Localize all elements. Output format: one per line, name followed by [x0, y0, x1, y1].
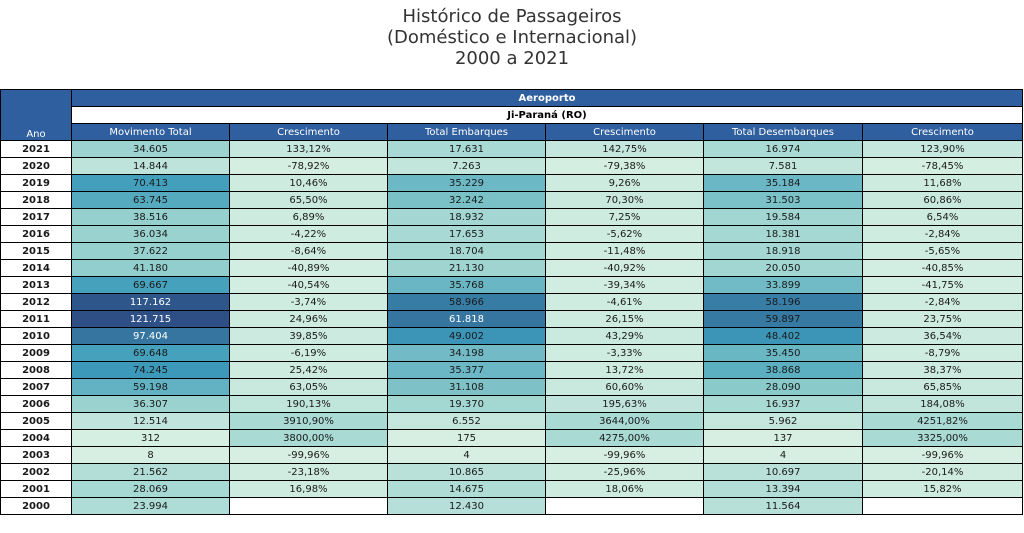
- cell-total-embarques: 4: [388, 447, 546, 464]
- cell-crescimento-desembarques: 3325,00%: [863, 430, 1023, 447]
- cell-total-embarques: 49.002: [388, 328, 546, 345]
- cell-crescimento-embarques: -5,62%: [546, 226, 704, 243]
- cell-total-desembarques: 11.564: [704, 498, 863, 515]
- table-row: [1, 379, 1023, 396]
- cell-crescimento-desembarques: 36,54%: [863, 328, 1023, 345]
- cell-total-embarques: 35.229: [388, 175, 546, 192]
- cell-crescimento-total: 6,89%: [230, 209, 388, 226]
- cell-crescimento-desembarques: -41,75%: [863, 277, 1023, 294]
- cell-crescimento-total: 190,13%: [230, 396, 388, 413]
- cell-total-desembarques: 35.450: [704, 345, 863, 362]
- cell-crescimento-total: -4,22%: [230, 226, 388, 243]
- cell-total-embarques: 17.631: [388, 141, 546, 158]
- cell-crescimento-total: 3800,00%: [230, 430, 388, 447]
- cell-crescimento-embarques: -11,48%: [546, 243, 704, 260]
- passenger-history-table: [0, 89, 1023, 515]
- cell-total-desembarques: 16.974: [704, 141, 863, 158]
- cell-crescimento-embarques: 70,30%: [546, 192, 704, 209]
- cell-total-embarques: 19.370: [388, 396, 546, 413]
- table-row: [1, 294, 1023, 311]
- cell-crescimento-desembarques: 123,90%: [863, 141, 1023, 158]
- cell-crescimento-embarques: -39,34%: [546, 277, 704, 294]
- cell-crescimento-embarques: -79,38%: [546, 158, 704, 175]
- cell-movimento-total: 12.514: [72, 413, 230, 430]
- header-crescimento-embarques: Crescimento: [546, 124, 704, 141]
- cell-total-desembarques: 31.503: [704, 192, 863, 209]
- cell-ano: 2020: [1, 158, 72, 175]
- table-row: [1, 175, 1023, 192]
- cell-ano: 2013: [1, 277, 72, 294]
- cell-ano: 2012: [1, 294, 72, 311]
- cell-crescimento-total: 63,05%: [230, 379, 388, 396]
- cell-movimento-total: 21.562: [72, 464, 230, 481]
- cell-crescimento-total: 24,96%: [230, 311, 388, 328]
- cell-total-desembarques: 18.918: [704, 243, 863, 260]
- cell-movimento-total: 38.516: [72, 209, 230, 226]
- table-row: [1, 413, 1023, 430]
- cell-movimento-total: 36.034: [72, 226, 230, 243]
- cell-total-desembarques: 59.897: [704, 311, 863, 328]
- cell-total-desembarques: 28.090: [704, 379, 863, 396]
- cell-crescimento-embarques: -99,96%: [546, 447, 704, 464]
- cell-total-embarques: 17.653: [388, 226, 546, 243]
- table-row: [1, 498, 1023, 515]
- table-row: [1, 311, 1023, 328]
- cell-ano: 2018: [1, 192, 72, 209]
- cell-crescimento-total: -40,54%: [230, 277, 388, 294]
- cell-total-desembarques: 7.581: [704, 158, 863, 175]
- table-row: [1, 328, 1023, 345]
- cell-ano: 2001: [1, 481, 72, 498]
- cell-total-desembarques: 38.868: [704, 362, 863, 379]
- table-row: [1, 158, 1023, 175]
- cell-crescimento-total: -99,96%: [230, 447, 388, 464]
- cell-crescimento-desembarques: -2,84%: [863, 226, 1023, 243]
- cell-crescimento-desembarques: -40,85%: [863, 260, 1023, 277]
- cell-ano: 2009: [1, 345, 72, 362]
- cell-total-embarques: 32.242: [388, 192, 546, 209]
- cell-crescimento-desembarques: -78,45%: [863, 158, 1023, 175]
- header-crescimento-total: Crescimento: [230, 124, 388, 141]
- cell-total-desembarques: 35.184: [704, 175, 863, 192]
- table-row: [1, 277, 1023, 294]
- cell-movimento-total: 36.307: [72, 396, 230, 413]
- cell-movimento-total: 97.404: [72, 328, 230, 345]
- table-row: [1, 345, 1023, 362]
- cell-crescimento-total: 16,98%: [230, 481, 388, 498]
- cell-crescimento-embarques: 4275,00%: [546, 430, 704, 447]
- header-airport-name: Ji-Paraná (RO): [72, 107, 1023, 124]
- cell-total-desembarques: 137: [704, 430, 863, 447]
- cell-crescimento-desembarques: [863, 498, 1023, 515]
- cell-crescimento-embarques: 142,75%: [546, 141, 704, 158]
- cell-ano: 2008: [1, 362, 72, 379]
- cell-crescimento-total: -3,74%: [230, 294, 388, 311]
- cell-total-desembarques: 33.899: [704, 277, 863, 294]
- table-row: [1, 464, 1023, 481]
- header-aeroporto: Aeroporto: [72, 90, 1023, 107]
- cell-crescimento-embarques: [546, 498, 704, 515]
- cell-crescimento-total: -6,19%: [230, 345, 388, 362]
- cell-total-embarques: 10.865: [388, 464, 546, 481]
- title-line-2: (Doméstico e Internacional): [386, 27, 638, 48]
- cell-crescimento-total: -23,18%: [230, 464, 388, 481]
- cell-ano: 2014: [1, 260, 72, 277]
- table-row: [1, 447, 1023, 464]
- cell-movimento-total: 28.069: [72, 481, 230, 498]
- table-row: [1, 192, 1023, 209]
- cell-crescimento-embarques: 9,26%: [546, 175, 704, 192]
- header-movimento-total: Movimento Total: [72, 124, 230, 141]
- title-line-3: 2000 a 2021: [454, 48, 570, 69]
- cell-ano: 2011: [1, 311, 72, 328]
- cell-total-desembarques: 20.050: [704, 260, 863, 277]
- cell-total-embarques: 175: [388, 430, 546, 447]
- cell-crescimento-embarques: 13,72%: [546, 362, 704, 379]
- cell-crescimento-desembarques: 15,82%: [863, 481, 1023, 498]
- cell-ano: 2006: [1, 396, 72, 413]
- cell-ano: 2010: [1, 328, 72, 345]
- cell-crescimento-total: 3910,90%: [230, 413, 388, 430]
- cell-movimento-total: 8: [72, 447, 230, 464]
- cell-crescimento-desembarques: 184,08%: [863, 396, 1023, 413]
- cell-movimento-total: 59.198: [72, 379, 230, 396]
- cell-crescimento-embarques: 195,63%: [546, 396, 704, 413]
- cell-crescimento-embarques: 7,25%: [546, 209, 704, 226]
- cell-crescimento-total: 10,46%: [230, 175, 388, 192]
- cell-ano: 2000: [1, 498, 72, 515]
- cell-ano: 2003: [1, 447, 72, 464]
- cell-movimento-total: 63.745: [72, 192, 230, 209]
- cell-crescimento-total: -8,64%: [230, 243, 388, 260]
- cell-ano: 2016: [1, 226, 72, 243]
- cell-total-desembarques: 10.697: [704, 464, 863, 481]
- header-total-desembarques: Total Desembarques: [704, 124, 863, 141]
- cell-crescimento-desembarques: -20,14%: [863, 464, 1023, 481]
- cell-movimento-total: 23.994: [72, 498, 230, 515]
- cell-total-desembarques: 19.584: [704, 209, 863, 226]
- cell-movimento-total: 37.622: [72, 243, 230, 260]
- cell-total-desembarques: 4: [704, 447, 863, 464]
- cell-movimento-total: 14.844: [72, 158, 230, 175]
- cell-crescimento-desembarques: -2,84%: [863, 294, 1023, 311]
- cell-crescimento-desembarques: 6,54%: [863, 209, 1023, 226]
- table-row: [1, 243, 1023, 260]
- cell-crescimento-total: 65,50%: [230, 192, 388, 209]
- cell-crescimento-embarques: -40,92%: [546, 260, 704, 277]
- table-row: [1, 260, 1023, 277]
- cell-crescimento-embarques: -3,33%: [546, 345, 704, 362]
- cell-total-embarques: 34.198: [388, 345, 546, 362]
- cell-movimento-total: 312: [72, 430, 230, 447]
- table-body: [1, 141, 1023, 515]
- cell-total-embarques: 58.966: [388, 294, 546, 311]
- cell-crescimento-desembarques: -8,79%: [863, 345, 1023, 362]
- cell-total-desembarques: 13.394: [704, 481, 863, 498]
- cell-crescimento-embarques: -4,61%: [546, 294, 704, 311]
- table-row: [1, 141, 1023, 158]
- cell-ano: 2007: [1, 379, 72, 396]
- cell-crescimento-embarques: -25,96%: [546, 464, 704, 481]
- cell-ano: 2002: [1, 464, 72, 481]
- cell-crescimento-total: [230, 498, 388, 515]
- cell-ano: 2015: [1, 243, 72, 260]
- cell-ano: 2005: [1, 413, 72, 430]
- cell-total-embarques: 35.768: [388, 277, 546, 294]
- cell-crescimento-total: -78,92%: [230, 158, 388, 175]
- table-row: [1, 362, 1023, 379]
- chart-title: [0, 6, 1024, 69]
- cell-crescimento-desembarques: 11,68%: [863, 175, 1023, 192]
- cell-ano: 2004: [1, 430, 72, 447]
- cell-total-embarques: 61.818: [388, 311, 546, 328]
- cell-total-desembarques: 58.196: [704, 294, 863, 311]
- cell-crescimento-desembarques: 38,37%: [863, 362, 1023, 379]
- cell-movimento-total: 69.667: [72, 277, 230, 294]
- cell-crescimento-embarques: 18,06%: [546, 481, 704, 498]
- cell-movimento-total: 117.162: [72, 294, 230, 311]
- cell-movimento-total: 34.605: [72, 141, 230, 158]
- cell-total-embarques: 21.130: [388, 260, 546, 277]
- cell-crescimento-desembarques: 4251,82%: [863, 413, 1023, 430]
- title-line-1: Histórico de Passageiros: [402, 6, 622, 27]
- cell-total-embarques: 35.377: [388, 362, 546, 379]
- cell-total-desembarques: 5.962: [704, 413, 863, 430]
- cell-crescimento-embarques: 43,29%: [546, 328, 704, 345]
- header-crescimento-desembarques: Crescimento: [863, 124, 1023, 141]
- cell-movimento-total: 121.715: [72, 311, 230, 328]
- cell-movimento-total: 41.180: [72, 260, 230, 277]
- cell-crescimento-desembarques: 23,75%: [863, 311, 1023, 328]
- cell-movimento-total: 74.245: [72, 362, 230, 379]
- header-ano: Ano: [1, 90, 72, 141]
- cell-crescimento-embarques: 60,60%: [546, 379, 704, 396]
- cell-crescimento-embarques: 26,15%: [546, 311, 704, 328]
- cell-ano: 2021: [1, 141, 72, 158]
- cell-total-desembarques: 16.937: [704, 396, 863, 413]
- table-row: [1, 430, 1023, 447]
- cell-total-embarques: 7.263: [388, 158, 546, 175]
- cell-total-embarques: 18.704: [388, 243, 546, 260]
- table-row: [1, 481, 1023, 498]
- cell-total-desembarques: 18.381: [704, 226, 863, 243]
- cell-movimento-total: 70.413: [72, 175, 230, 192]
- cell-movimento-total: 69.648: [72, 345, 230, 362]
- cell-total-embarques: 6.552: [388, 413, 546, 430]
- cell-total-embarques: 31.108: [388, 379, 546, 396]
- cell-crescimento-total: 133,12%: [230, 141, 388, 158]
- table-row: [1, 209, 1023, 226]
- cell-crescimento-embarques: 3644,00%: [546, 413, 704, 430]
- cell-ano: 2019: [1, 175, 72, 192]
- cell-total-embarques: 14.675: [388, 481, 546, 498]
- cell-crescimento-desembarques: 60,86%: [863, 192, 1023, 209]
- cell-total-desembarques: 48.402: [704, 328, 863, 345]
- cell-total-embarques: 18.932: [388, 209, 546, 226]
- header-total-embarques: Total Embarques: [388, 124, 546, 141]
- cell-crescimento-total: -40,89%: [230, 260, 388, 277]
- cell-ano: 2017: [1, 209, 72, 226]
- cell-total-embarques: 12.430: [388, 498, 546, 515]
- cell-crescimento-desembarques: -99,96%: [863, 447, 1023, 464]
- table-row: [1, 396, 1023, 413]
- table-row: [1, 226, 1023, 243]
- cell-crescimento-desembarques: 65,85%: [863, 379, 1023, 396]
- cell-crescimento-total: 25,42%: [230, 362, 388, 379]
- cell-crescimento-desembarques: -5,65%: [863, 243, 1023, 260]
- cell-crescimento-total: 39,85%: [230, 328, 388, 345]
